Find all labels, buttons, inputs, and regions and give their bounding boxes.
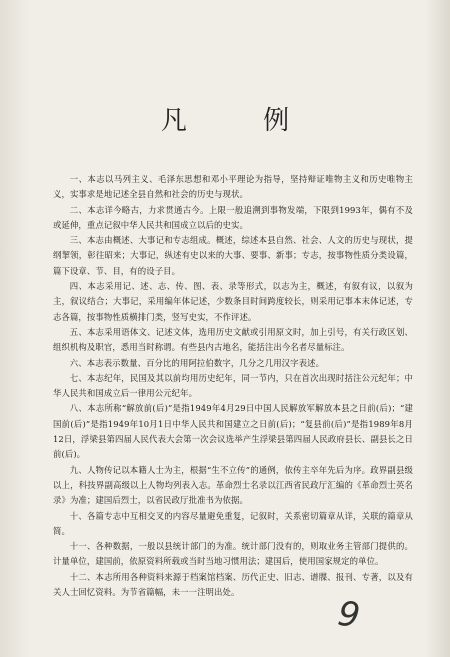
paragraph: 十、各篇专志中互相交叉的内容尽量避免重复，记叙时，关系密切篇章从详，关联的篇章从简。 <box>53 510 413 536</box>
paragraph: 十一、各种数据，一般以县统计部门的为准。统计部门没有的，则取业务主管部门提供的。计量单位，建国前，依原资料所载或当时当地习惯用法；建国后，使用国家规定的单位。 <box>53 541 413 567</box>
page-number: 9 <box>335 593 363 637</box>
paragraph: 四、本志采用记、述、志、传、图、表、录等形式，以志为主，概述，有叙有议，以叙为主，叙议结合；大事记，采用编年体记述，少数条目时间跨度较长，则采用记事本末体记述，专志各篇，按事物性质横排门类，竖写史实，不作评述。 <box>53 281 413 322</box>
document-body <box>53 172 413 600</box>
paragraph: 五、本志采用语体文、记述文体，选用历史文献或引用原文时，加上引号，有关行政区划、组织机构及职官，悉用当时称谓。有些县内古地名，能括注出今名者尽量标注。 <box>53 326 413 353</box>
paragraph: 七、本志纪年，民国及其以前均用历史纪年，同一节内，只在首次出现时括注公元纪年；中华人民共和国成立后一律用公元纪年。 <box>53 372 413 399</box>
page-title: 凡 例 <box>160 106 324 136</box>
paragraph: 八、本志所称“解放前(后)”是指1949年4月29日中国人民解放军解放本县之日前(后)；“建国前(后)”是指1949年10月1日中华人民共和国建立之日前(后)；“复县前(后)”是指1989年8月12日，浮梁县第四届人民代表大会第一次会议选举产生浮梁县第四届人民政府县长、副县长之日前(后)。 <box>53 403 413 460</box>
paragraph: 九、人物传记以本籍人士为主，根据“生不立传”的通例，依传主卒年先后为序。政界副县级以上，科技界副高级以上人物均列表入志。革命烈士名录以江西省民政厅汇编的《革命烈士英名录》为准；建国后烈士，以省民政厅批准书为依据。 <box>53 464 413 506</box>
paragraph: 一、本志以马列主义、毛泽东思想和邓小平理论为指导，坚持辩证唯物主义和历史唯物主义，实事求是地记述全县自然和社会的历史与现状。 <box>53 174 413 200</box>
paragraph: 六、本志表示数量、百分比的用阿拉伯数字，几分之几用汉字表述。 <box>69 357 325 368</box>
paragraph: 十二、本志所用各种资料来源于档案馆档案、历代正史、旧志、谱牒、报刊、专著，以及有关人士回忆资料。为节省篇幅，未一一注明出处。 <box>53 571 413 598</box>
paragraph: 三、本志由概述、大事记和专志组成。概述，综述本县自然、社会、人文的历史与现状，提纲挈领，彰往昭来；大事记，纵述有史以来的大事、要事、新事；专志，按事物性质分类设篇，篇下设章、节、目，有的设子目。 <box>53 235 413 276</box>
paragraph: 二、本志详今略古，力求贯通古今。上限一般追溯到事物发端，下限到1993年，偶有不及或延伸，重点记叙中华人民共和国成立以后的史实。 <box>53 204 413 230</box>
